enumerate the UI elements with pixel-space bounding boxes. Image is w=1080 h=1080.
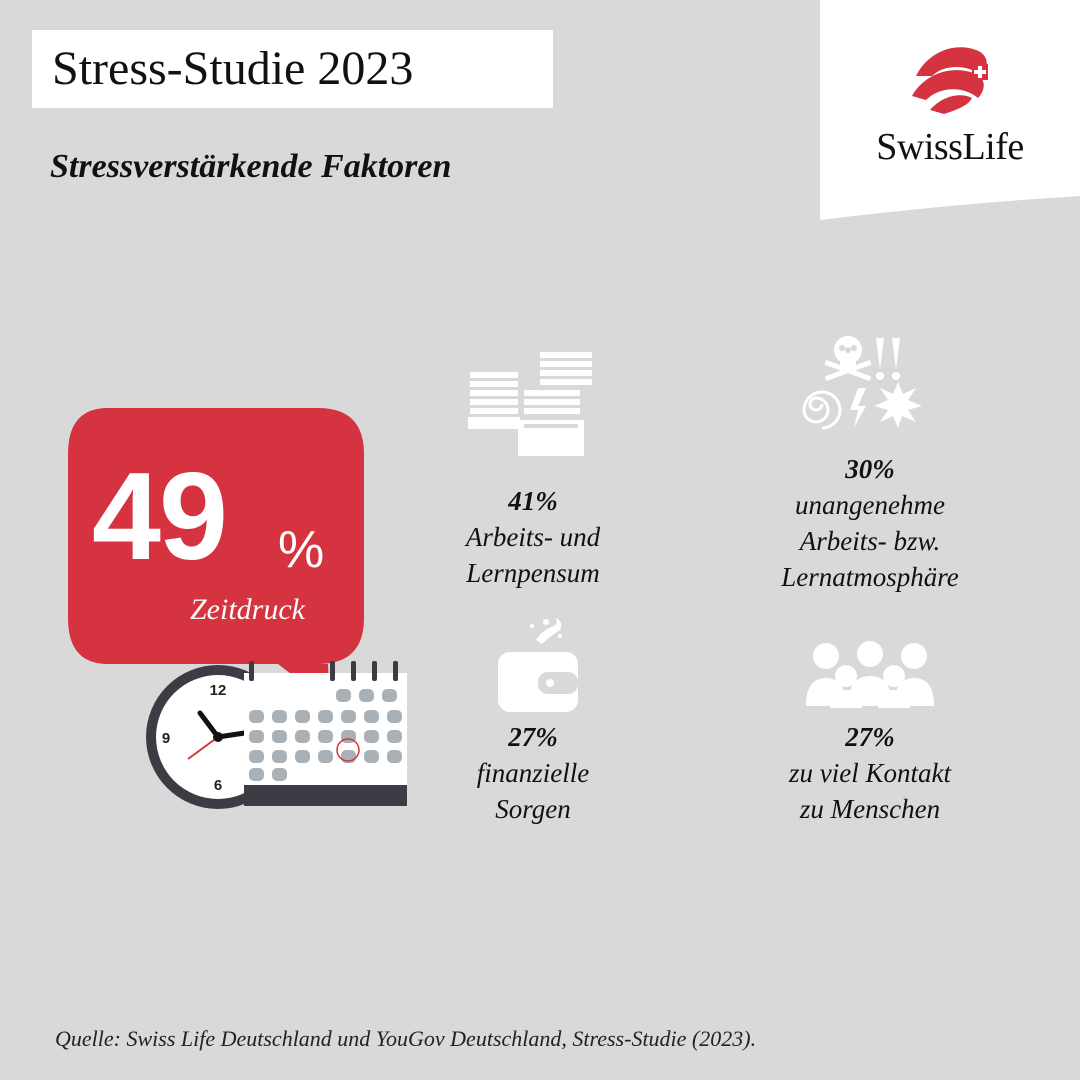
factor-value: 27% — [508, 722, 558, 752]
clock-number-12: 12 — [209, 682, 227, 699]
cursing-symbols-icon — [800, 330, 925, 430]
factor-label-line: finanzielle — [476, 758, 590, 788]
title-box — [32, 30, 553, 108]
crowd-icon — [800, 640, 940, 710]
factor-label-line: Arbeits- und — [465, 522, 601, 552]
factor-label-line: Sorgen — [495, 794, 571, 824]
factor-value: 27% — [845, 722, 895, 752]
page-title: Stress-Studie 2023 — [52, 42, 414, 95]
calendar-icon — [244, 661, 407, 806]
source-note: Quelle: Swiss Life Deutschland und YouGov Deutschland, Stress-Studie (2023). — [55, 1026, 757, 1051]
paper-stacks-icon — [468, 348, 596, 458]
clock-calendar-icon — [140, 655, 420, 815]
factor-label-line: zu Menschen — [799, 794, 941, 824]
page-subtitle: Stressverstärkende Faktoren — [50, 148, 452, 185]
factor-label-line: Lernpensum — [466, 558, 600, 588]
factor-label-line: Lernatmosphäre — [781, 562, 959, 592]
brand-name: SwissLife — [876, 126, 1024, 168]
highlight-label: Zeitdruck — [190, 593, 305, 626]
factor-value: 30% — [845, 454, 895, 484]
brand-logo — [820, 0, 1080, 220]
clock-number-9: 9 — [161, 730, 171, 747]
factor-social-contact — [730, 719, 1010, 827]
logo-background — [820, 0, 1080, 220]
factor-value: 41% — [508, 486, 558, 516]
factor-label-line: Arbeits- bzw. — [799, 526, 941, 556]
highlight-unit: % — [278, 521, 325, 579]
highlight-value: 49 — [92, 448, 226, 586]
clock-number-6: 6 — [213, 777, 223, 794]
factor-label-line: unangenehme — [795, 490, 945, 520]
factor-label-line: zu viel Kontakt — [789, 758, 951, 788]
factor-workload — [413, 483, 653, 591]
factor-finances — [413, 719, 653, 827]
factor-atmosphere — [730, 451, 1010, 595]
empty-wallet-icon — [494, 612, 584, 712]
